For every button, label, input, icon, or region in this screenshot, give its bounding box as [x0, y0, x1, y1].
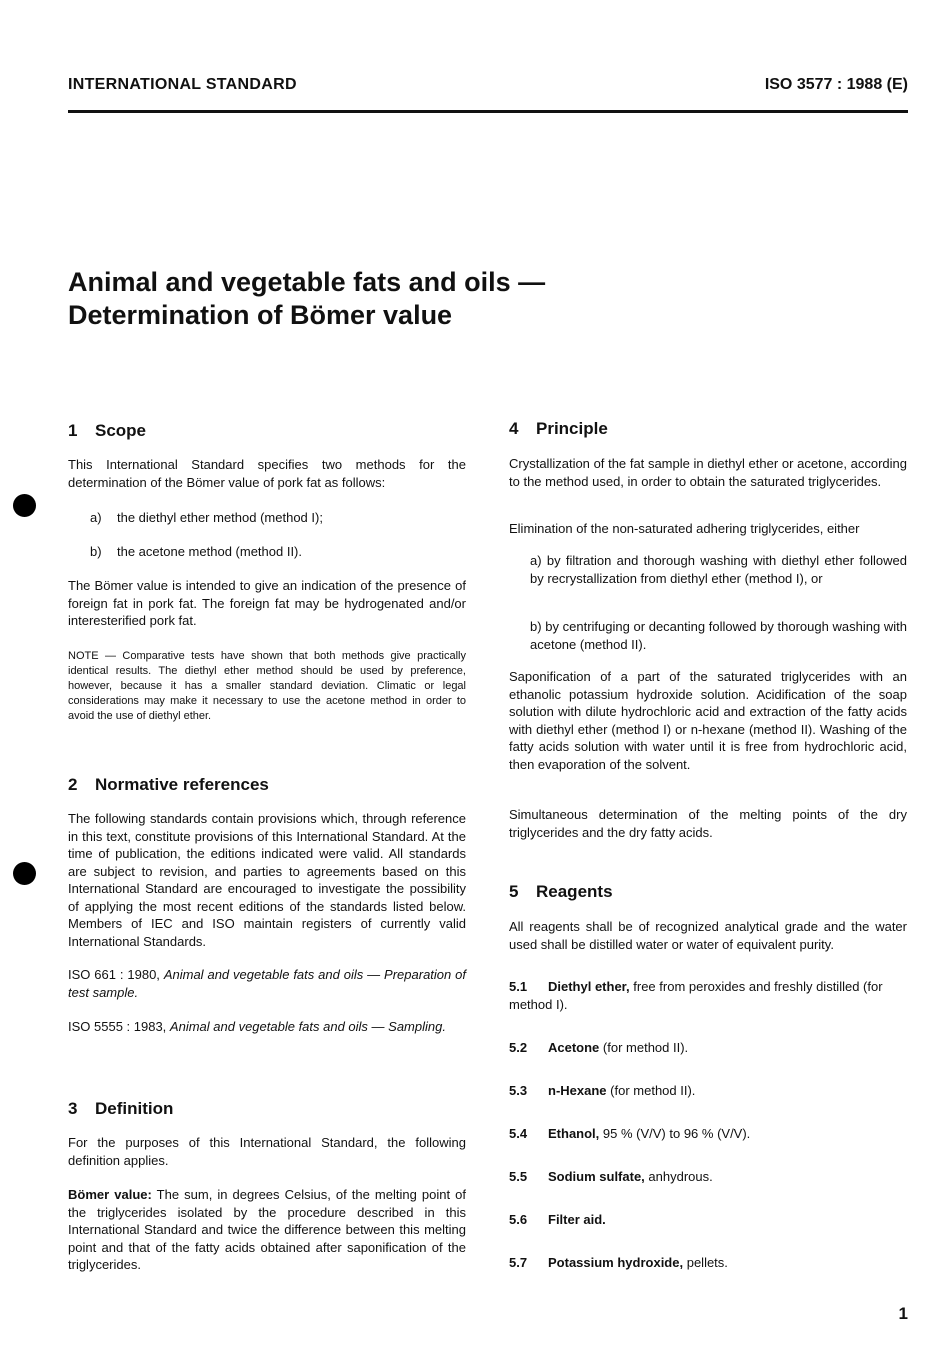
- reagent-5-4: [509, 1125, 907, 1143]
- principle-number: 4: [509, 419, 519, 438]
- definition-text: [68, 1186, 466, 1274]
- scope-number: 1: [68, 421, 78, 440]
- reagents-number: 5: [509, 882, 519, 901]
- title-line-1: Animal and vegetable fats and oils —: [68, 267, 546, 297]
- reagent-number: 5.6: [509, 1212, 528, 1227]
- principle-para3: Saponification of a part of the saturated triglycerides with an ethanolic potassium hydroxide solution. Acidification of the soap solution with dilute hydrochloric acid and extraction of the fatty acids with diethyl ether (method I) or n-hexane (method II). Washing of the fatty acids solution with water until it is free from hydrochloric acid, then evaporation of the solvent.: [509, 669, 907, 772]
- reagents-title: Reagents: [536, 882, 613, 901]
- ref1-code: ISO 661 : 1980,: [68, 967, 160, 982]
- scope-item-b-label: b): [90, 544, 102, 559]
- normative-title: Normative references: [95, 775, 269, 794]
- reagent-name: Acetone: [548, 1040, 600, 1055]
- reagent-name: Diethyl ether,: [548, 979, 630, 994]
- reagent-number: 5.5: [509, 1169, 528, 1184]
- margin-dot-1: [13, 494, 36, 517]
- reagents-intro: All reagents shall be of recognized analytical grade and the water used shall be distilled water or water of equivalent purity.: [509, 919, 907, 952]
- reagent-name: n-Hexane: [548, 1083, 607, 1098]
- scope-para2: The Bömer value is intended to give an indication of the presence of foreign fat in pork fat. The foreign fat may be hydrogenated and/or interesterified pork fat.: [68, 578, 466, 628]
- reagent-desc: free from peroxides and freshly distilled (for method I).: [509, 979, 883, 1012]
- ref2-code: ISO 5555 : 1983,: [68, 1019, 167, 1034]
- definition-body: The sum, in degrees Celsius, of the melting point of the triglycerides isolated by the procedure described in this International Standard and twice the difference between this melting point and that of the fatty acids obtained after saponification of the triglycerides.: [68, 1187, 467, 1272]
- normative-ref-1: [68, 966, 466, 1001]
- header-left: INTERNATIONAL STANDARD: [68, 76, 297, 93]
- principle-item-b-text: by centrifuging or decanting followed by thorough washing with acetone (method II).: [530, 619, 907, 652]
- normative-number: 2: [68, 775, 78, 794]
- reagent-5-3: [509, 1082, 907, 1100]
- definition-para: For the purposes of this International Standard, the following definition applies.: [68, 1135, 466, 1168]
- scope-item-a-text: the diethyl ether method (method I);: [117, 510, 323, 525]
- reagent-5-2: [509, 1039, 907, 1057]
- reagent-number: 5.2: [509, 1040, 528, 1055]
- definition-title: Definition: [95, 1099, 174, 1118]
- header-rule: [68, 110, 908, 113]
- definition-term: Bömer value:: [68, 1187, 152, 1202]
- scope-heading: [68, 421, 146, 441]
- reagent-number: 5.7: [509, 1255, 528, 1270]
- principle-title: Principle: [536, 419, 608, 438]
- ref2-title: Animal and vegetable fats and oils — Sampling.: [169, 1019, 446, 1034]
- scope-item-b-text: the acetone method (method II).: [117, 544, 302, 559]
- scope-item-a: [90, 509, 323, 527]
- normative-para: The following standards contain provisions which, through reference in this text, constitute provisions of this International Standard. At the time of publication, the editions indicated were valid. All standards are subject to revision, and parties to agreements based on this International Standard are encouraged to investigate the possibility of applying the most recent editions of the standards listed below. Members of IEC and ISO maintain registers of currently valid International Standards.: [68, 811, 466, 949]
- reagent-name: Filter aid.: [548, 1212, 606, 1227]
- definition-number: 3: [68, 1099, 78, 1118]
- title-line-2: Determination of Bömer value: [68, 300, 453, 330]
- principle-heading: [509, 419, 608, 439]
- scope-title: Scope: [95, 421, 147, 440]
- reagent-5-7: [509, 1254, 907, 1272]
- reagent-5-1: [509, 978, 907, 1013]
- page-title: [68, 266, 545, 332]
- scope-item-b: [90, 543, 302, 561]
- reagent-desc: 95 % (V/V) to 96 % (V/V).: [602, 1126, 751, 1141]
- principle-item-a-label: a): [530, 553, 542, 568]
- principle-item-a: [530, 552, 907, 587]
- reagent-desc: anhydrous.: [648, 1169, 713, 1184]
- reagent-5-6: [509, 1211, 907, 1229]
- principle-para2: Elimination of the non-saturated adhering triglycerides, either: [509, 521, 860, 536]
- principle-para4: Simultaneous determination of the melting points of the dry triglycerides and the dry fatty acids.: [509, 807, 907, 840]
- principle-item-a-text: by filtration and thorough washing with diethyl ether followed by recrystallization from diethyl ether (method I), or: [530, 553, 907, 586]
- reagent-desc: (for method II).: [602, 1040, 689, 1055]
- reagents-heading: [509, 882, 613, 902]
- reagent-number: 5.4: [509, 1126, 528, 1141]
- definition-heading: [68, 1099, 173, 1119]
- reagent-number: 5.1: [509, 979, 528, 994]
- reagent-name: Ethanol,: [548, 1126, 600, 1141]
- reagent-number: 5.3: [509, 1083, 528, 1098]
- normative-heading: [68, 775, 269, 795]
- scope-note: NOTE — Comparative tests have shown that both methods give practically identical results. The diethyl ether method should be used by preference, however, because it has a smaller standard deviation. Climatic or legal considerations may make it necessary to use the acetone method in order to avoid the use of diethyl ether.: [68, 650, 466, 722]
- principle-item-b-label: b): [530, 619, 542, 634]
- scope-item-a-label: a): [90, 510, 102, 525]
- ref1-title: Animal and vegetable fats and oils — Preparation of test sample.: [68, 967, 466, 1000]
- margin-dot-2: [13, 862, 36, 885]
- scope-intro: This International Standard specifies two methods for the determination of the Bömer value of pork fat as follows:: [68, 457, 466, 490]
- reagent-desc: pellets.: [686, 1255, 728, 1270]
- reagent-5-5: [509, 1168, 907, 1186]
- reagent-name: Potassium hydroxide,: [548, 1255, 684, 1270]
- principle-para1: Crystallization of the fat sample in diethyl ether or acetone, according to the method used, in order to obtain the saturated triglycerides.: [509, 456, 907, 489]
- page-number: 1: [898, 1304, 908, 1323]
- header-right: ISO 3577 : 1988 (E): [764, 76, 908, 93]
- normative-ref-2: [68, 1018, 466, 1036]
- reagent-desc: (for method II).: [610, 1083, 696, 1098]
- reagent-name: Sodium sulfate,: [548, 1169, 645, 1184]
- principle-item-b: [530, 618, 907, 653]
